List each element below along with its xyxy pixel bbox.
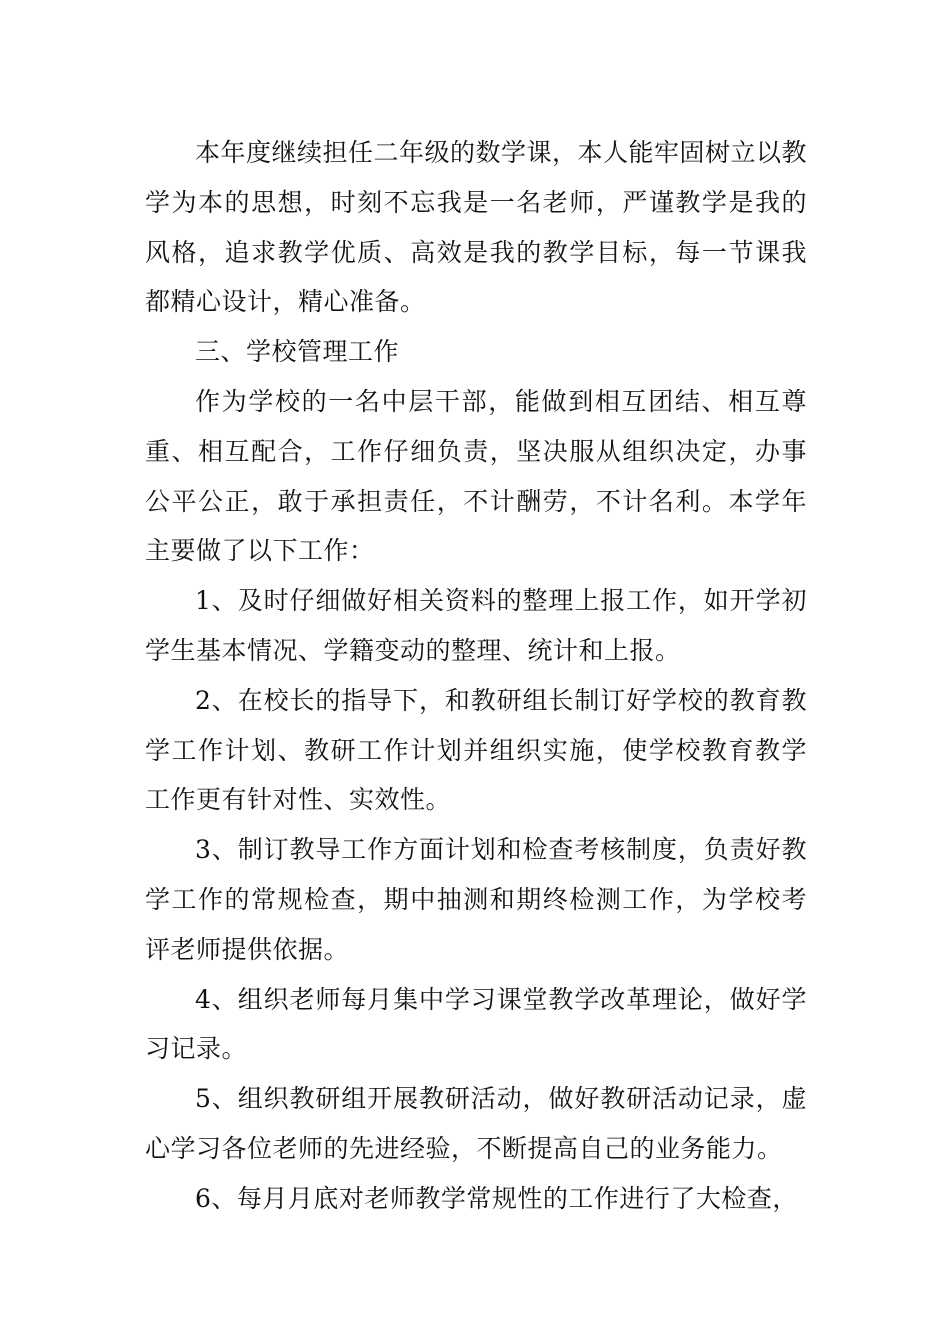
list-item-2: 2、在校长的指导下，和教研组长制订好学校的教育教学工作计划、教研工作计划并组织实施，使学校教育教学工作更有针对性、实效性。 <box>145 685 807 815</box>
list-item-3: 3、制订教导工作方面计划和检查考核制度，负责好教学工作的常规检查，期中抽测和期终检测工作，为学校考评老师提供依据。 <box>145 835 807 964</box>
list-item-5: 5、组织教研组开展教研活动，做好教研活动记录，虚心学习各位老师的先进经验，不断提高自己的业务能力。 <box>145 1084 807 1163</box>
list-item-1: 1、及时仔细做好相关资料的整理上报工作，如开学初学生基本情况、学籍变动的整理、统计和上报。 <box>145 586 807 665</box>
list-item-6: 6、每月月底对老师教学常规性的工作进行了大检查， <box>195 1183 798 1213</box>
paragraph-management-intro: 作为学校的一名中层干部，能做到相互团结、相互尊重、相互配合，工作仔细负责，坚决服从组织决定，办事公平公正，敢于承担责任，不计酬劳，不计名利。本学年主要做了以下工作： <box>145 386 807 566</box>
section-heading-school-management: 三、学校管理工作 <box>195 337 400 367</box>
document-body <box>145 128 807 1224</box>
list-item-4: 4、组织老师每月集中学习课堂教学改革理论，做好学习记录。 <box>145 984 807 1064</box>
paragraph-teaching-duty: 本年度继续担任二年级的数学课，本人能牢固树立以教学为本的思想，时刻不忘我是一名老师，严谨教学是我的风格，追求教学优质、高效是我的教学目标，每一节课我都精心设计，精心准备。 <box>145 138 808 317</box>
